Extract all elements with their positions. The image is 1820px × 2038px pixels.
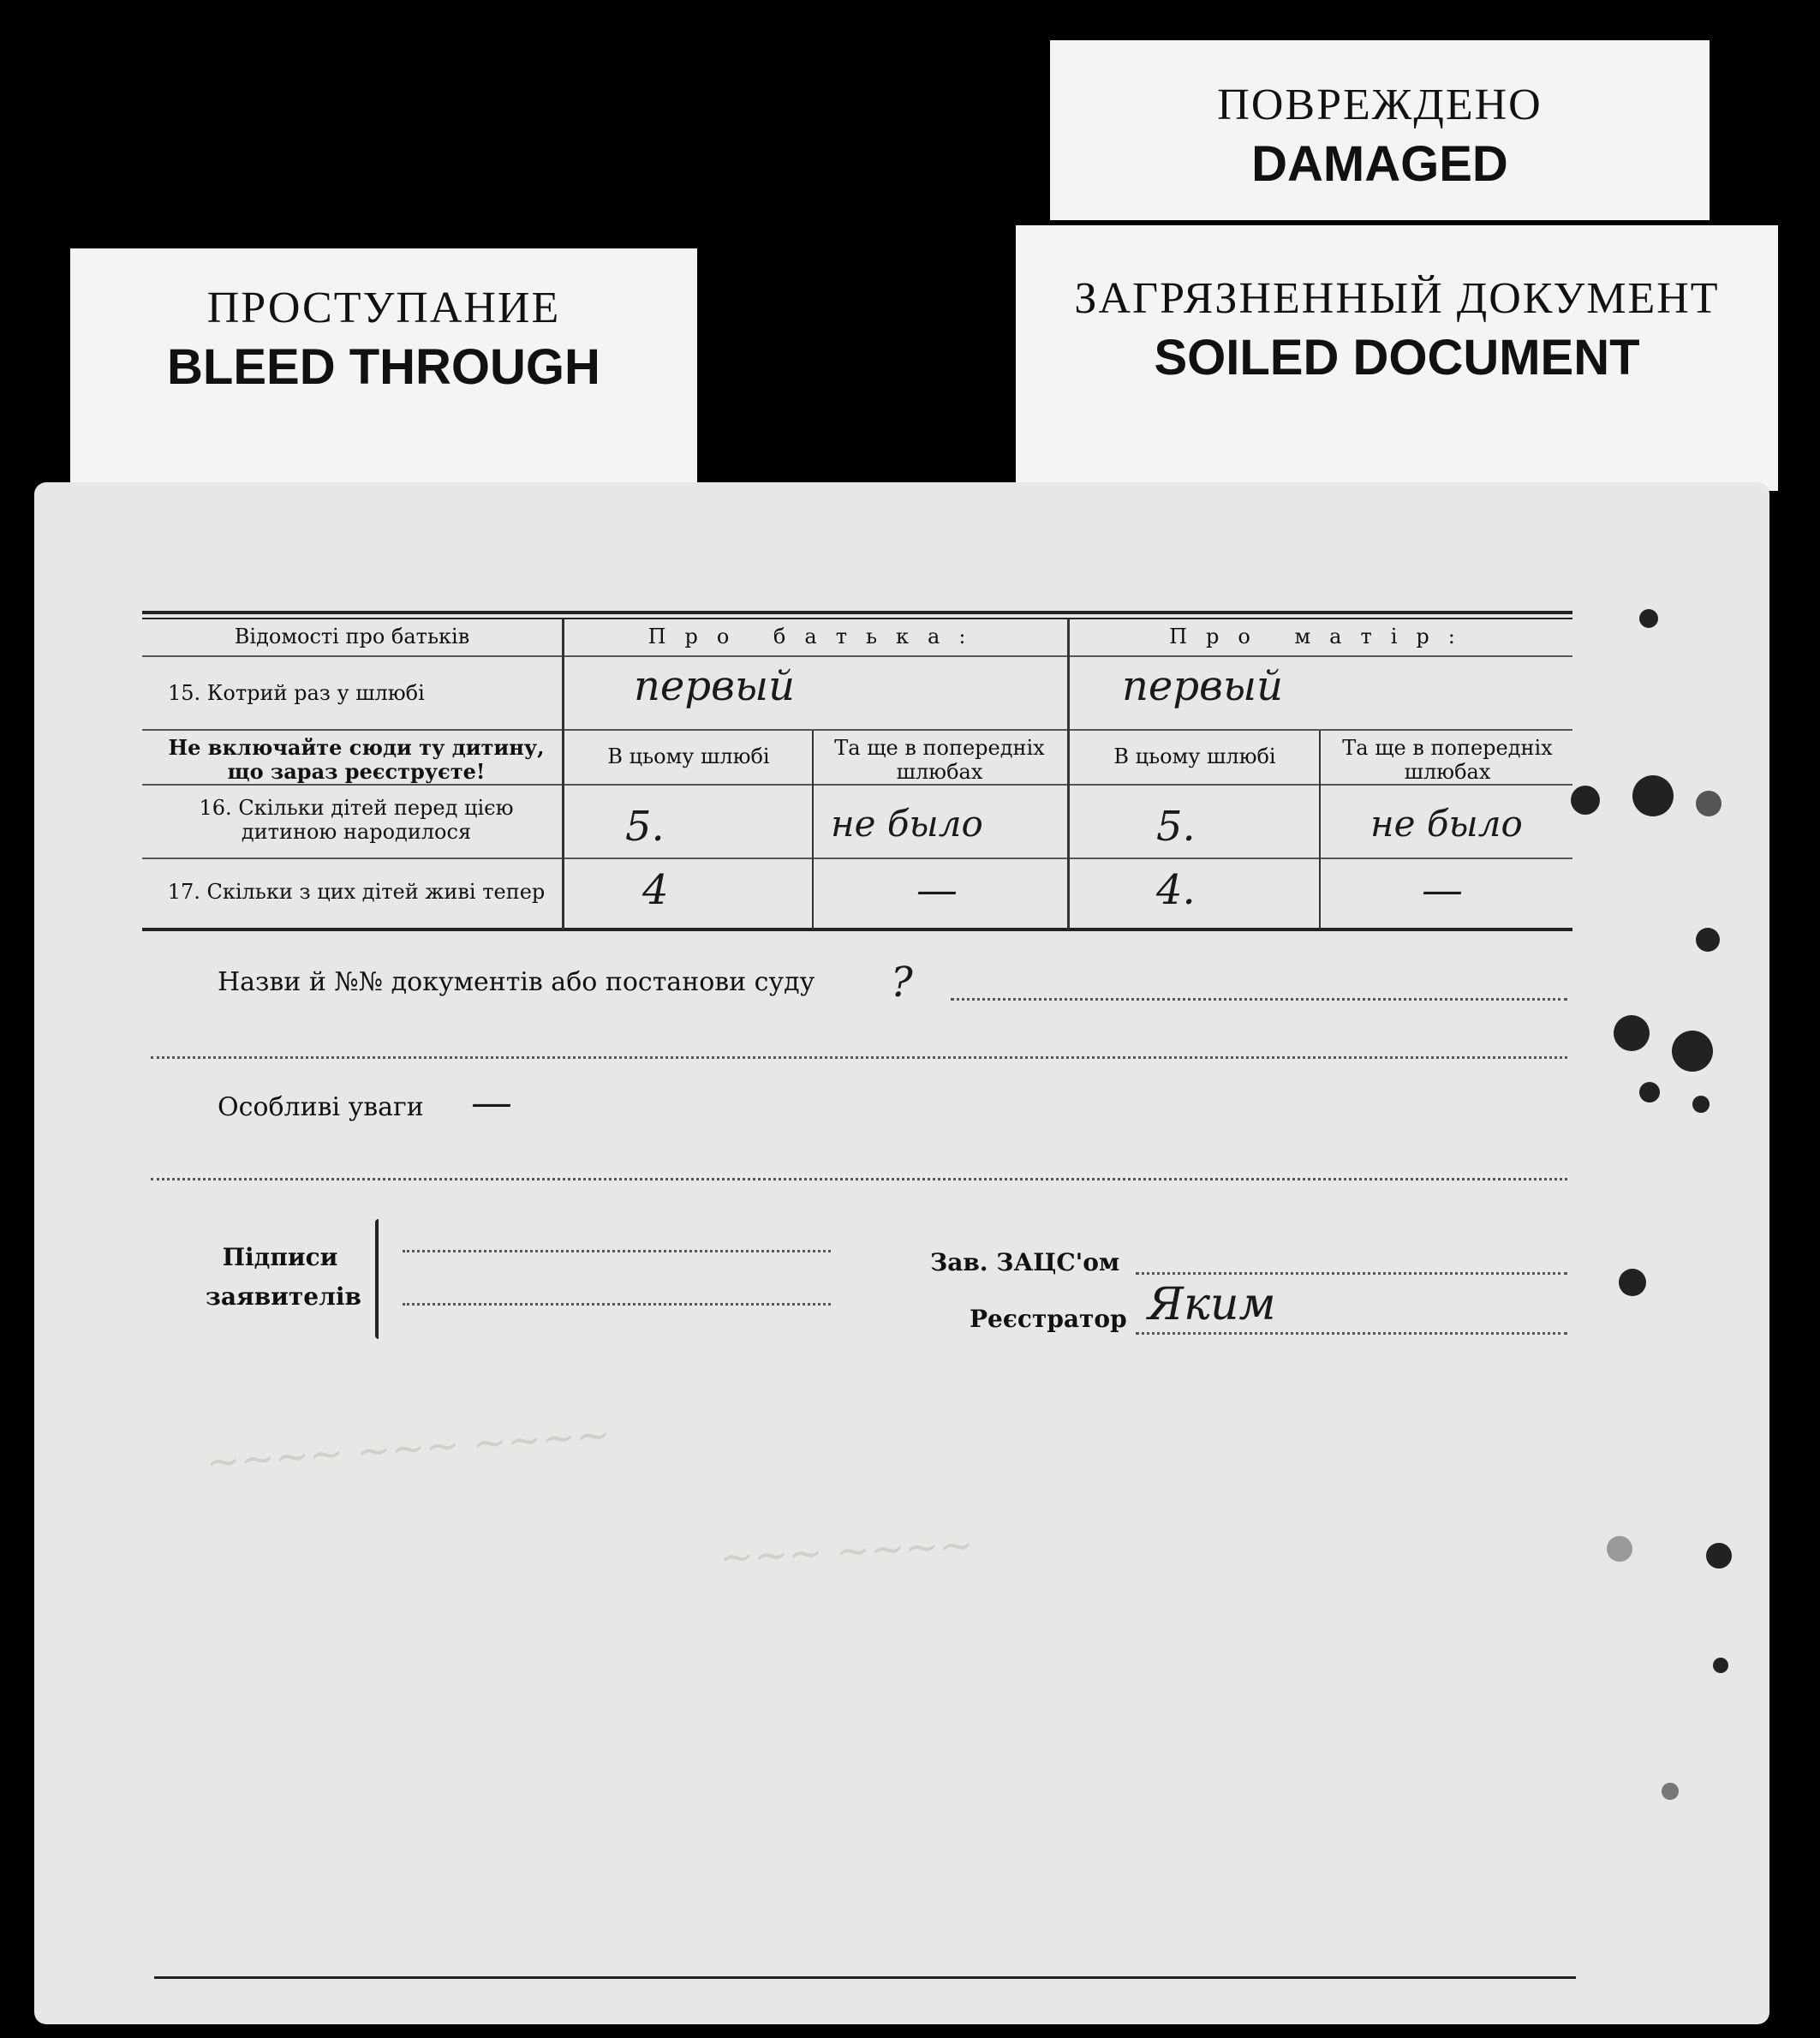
bleed-through-marks: ~~~ ~~~~ (718, 1521, 976, 1582)
damaged-tag-ru: ПОВРЕЖДЕНО (1217, 81, 1543, 129)
header-father: Про батька: (647, 625, 985, 648)
table-vline (812, 731, 814, 929)
head-signature-line (1136, 1272, 1567, 1275)
sub-prev-marriages-father: Та ще в попередніх шлюбах (834, 736, 1045, 784)
damage-hole (1706, 1543, 1732, 1569)
table-divider (142, 784, 1572, 786)
signatures-brace (375, 1219, 379, 1339)
damage-hole (1639, 609, 1658, 628)
row17-mother-this: 4. (1156, 866, 1196, 914)
soiled-document-tag (1016, 225, 1778, 491)
bleed-tag-ru: ПРОСТУПАНИЕ (206, 284, 561, 332)
bottom-rule (154, 1976, 1576, 1979)
document-sheet (34, 482, 1769, 2024)
head-label: Зав. ЗАЦС'ом (930, 1248, 1120, 1276)
damage-hole (1713, 1658, 1728, 1673)
table-top-rule (142, 611, 1572, 614)
row15-mother-value: первый (1122, 662, 1283, 710)
documents-label: Назви й №№ документів або постанови суду (218, 967, 815, 997)
soiled-tag-ru: ЗАГРЯЗНЕННЫЙ ДОКУМЕНТ (1074, 274, 1720, 323)
registrar-signature: Яким (1148, 1279, 1276, 1330)
table-top-rule (142, 618, 1572, 619)
damage-hole (1672, 1031, 1713, 1072)
row16-label: 16. Скільки дітей перед цією дитиною народилося (199, 796, 514, 844)
damage-hole (1696, 791, 1722, 816)
row16-mother-prev: не было (1370, 803, 1523, 845)
damage-hole (1696, 928, 1720, 952)
table-divider (142, 655, 1572, 657)
table-divider (142, 729, 1572, 731)
table-vline (562, 619, 564, 929)
documents-line (951, 998, 1567, 1001)
notes-value: — (471, 1079, 512, 1127)
soiled-tag-en: SOILED DOCUMENT (1154, 330, 1640, 385)
notes-line (151, 1178, 1567, 1180)
signature-line-1 (403, 1250, 831, 1252)
documents-value: ? (891, 959, 913, 1007)
signature-line-2 (403, 1303, 831, 1306)
sub-prev-marriages-mother: Та ще в попередніх шлюбах (1342, 736, 1553, 784)
row17-mother-prev: — (1422, 866, 1463, 914)
registrar-label: Реєстратор (970, 1305, 1127, 1333)
header-mother: Про матір: (1169, 625, 1474, 648)
damage-hole (1632, 775, 1674, 816)
sub-this-marriage-father: В цьому шлюбі (607, 744, 770, 768)
row16-father-this: 5. (625, 803, 665, 851)
damage-hole (1571, 786, 1600, 815)
damage-hole (1607, 1536, 1632, 1562)
table-bottom-rule (142, 928, 1572, 931)
bleed-through-marks: ~~~~ ~~~ ~~~~ (204, 1410, 612, 1487)
row16-father-prev: не было (831, 803, 983, 845)
row15-father-value: первый (634, 662, 795, 710)
documents-line-2 (151, 1056, 1567, 1059)
row17-label: 17. Скільки з цих дітей живі тепер (167, 880, 546, 904)
header-parents-info: Відомості про батьків (234, 625, 470, 648)
table-divider (142, 858, 1572, 859)
registrar-line (1136, 1332, 1567, 1335)
sub-this-marriage-mother: В цьому шлюбі (1113, 744, 1276, 768)
bleed-tag-en: BLEED THROUGH (167, 339, 600, 395)
damage-hole (1619, 1269, 1646, 1296)
table-vline (1067, 619, 1070, 929)
damage-hole (1692, 1096, 1710, 1113)
damage-hole (1639, 1082, 1660, 1103)
damage-hole (1614, 1015, 1650, 1051)
row17-father-this: 4 (642, 866, 669, 914)
notes-label: Особливі уваги (218, 1092, 424, 1122)
row16-mother-this: 5. (1156, 803, 1196, 851)
row17-father-prev: — (916, 866, 958, 914)
damage-hole (1662, 1783, 1679, 1800)
damaged-tag-en: DAMAGED (1251, 136, 1508, 192)
damaged-tag (1050, 40, 1710, 220)
table-vline (1319, 731, 1321, 929)
row15-label: 15. Котрий раз у шлюбі (168, 681, 425, 705)
note-exclude-child: Не включайте сюди ту дитину, що зараз реєструєте! (168, 735, 545, 784)
bleed-through-tag (70, 248, 697, 488)
signatures-label-2: заявителів (206, 1282, 361, 1311)
signatures-label-1: Підписи (222, 1243, 338, 1271)
